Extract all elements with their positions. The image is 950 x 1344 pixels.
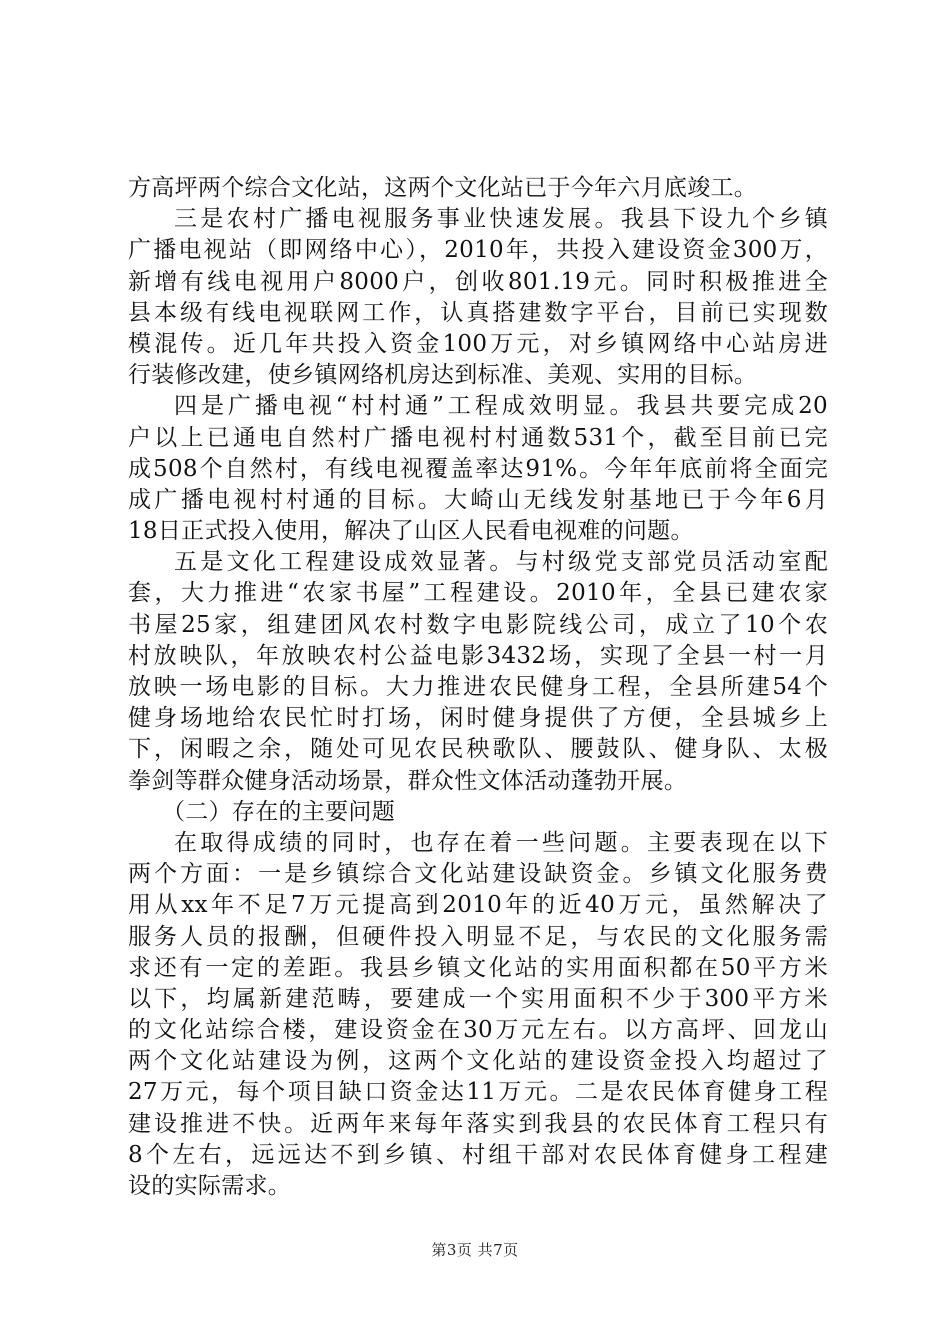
paragraph: [128, 828, 828, 1202]
text-line: 村放映队，年放映农村公益电影3432场，实现了全县一村一月: [128, 642, 828, 669]
document-body: [128, 173, 828, 1202]
text-line: 18日正式投入使用，解决了山区人民看电视难的问题。: [128, 518, 694, 545]
text-line: 户以上已通电自然村广播电视村村通数531个，截至目前已完: [128, 424, 828, 451]
text-line: 五是文化工程建设成效显著。与村级党支部党员活动室配: [174, 549, 828, 576]
text-line: 设的实际需求。: [128, 1173, 292, 1199]
text-line: 27万元，每个项目缺口资金达11万元。二是农民体育健身工程: [128, 1079, 828, 1106]
text-line: （二）存在的主要问题: [162, 798, 395, 825]
text-line: 县本级有线电视联网工作，认真搭建数字平台，目前已实现数: [128, 299, 828, 326]
text-line: 模混传。近几年共投入资金100万元，对乡镇网络中心站房进: [128, 330, 828, 357]
text-line: 建设推进不快。近两年来每年落实到我县的农民体育工程只有: [128, 1110, 828, 1137]
paragraph: [128, 547, 828, 797]
text-line: 方高坪两个综合文化站，这两个文化站已于今年六月底竣工。: [128, 175, 758, 201]
text-line: 四是广播电视“村村通”工程成效明显。我县共要完成20: [174, 393, 828, 420]
text-line: 三是农村广播电视服务事业快速发展。我县下设九个乡镇: [174, 206, 828, 233]
text-line: 书屋25家，组建团风农村数字电影院线公司，成立了10个农: [128, 611, 828, 638]
text-line: 健身场地给农民忙时打场，闲时健身提供了方便，全县城乡上: [128, 705, 828, 732]
text-line: 用从xx年不足7万元提高到2010年的近40万元，虽然解决了: [128, 892, 828, 919]
text-line: 成508个自然村，有线电视覆盖率达91%。今年年底前将全面完: [128, 455, 828, 482]
text-line: 两个文化站建设为例，这两个文化站的建设资金投入均超过了: [128, 1048, 828, 1075]
text-line: 在取得成绩的同时，也存在着一些问题。主要表现在以下: [174, 829, 828, 856]
text-line: 套，大力推进“农家书屋”工程建设。2010年，全县已建农家: [128, 580, 828, 607]
text-line: 8个左右，远远达不到乡镇、村组干部对农民体育健身工程建: [128, 1141, 828, 1168]
paragraph: [128, 204, 828, 391]
text-line: 放映一场电影的目标。大力推进农民健身工程，全县所建54个: [128, 674, 828, 700]
text-line: 求还有一定的差距。我县乡镇文化站的实用面积都在50平方米: [128, 954, 828, 981]
page-footer: 第3页 共7页: [431, 1241, 519, 1259]
text-line: 广播电视站（即网络中心），2010年，共投入建设资金300万，: [128, 237, 828, 264]
section-heading: [128, 797, 828, 828]
text-line: 两个方面：一是乡镇综合文化站建设缺资金。乡镇文化服务费: [128, 861, 828, 888]
text-line: 服务人员的报酬，但硬件投入明显不足，与农民的文化服务需: [128, 923, 828, 950]
text-line: 下，闲暇之余，随处可见农民秧歌队、腰鼓队、健身队、太极: [128, 736, 828, 763]
text-line: 拳剑等群众健身活动场景，群众性文体活动蓬勃开展。: [128, 767, 688, 794]
text-line: 以下，均属新建范畴，要建成一个实用面积不少于300平方米: [128, 985, 828, 1012]
text-line: 的文化站综合楼，建设资金在30万元左右。以方高坪、回龙山: [128, 1017, 828, 1044]
text-line: 成广播电视村村通的目标。大崎山无线发射基地已于今年6月: [128, 486, 828, 513]
text-line: 行装修改建，使乡镇网络机房达到标准、美观、实用的目标。: [128, 362, 758, 389]
paragraph: [128, 391, 828, 547]
paragraph: [128, 173, 828, 204]
text-line: 新增有线电视用户8000户，创收801.19元。同时积极推进全: [128, 268, 828, 295]
